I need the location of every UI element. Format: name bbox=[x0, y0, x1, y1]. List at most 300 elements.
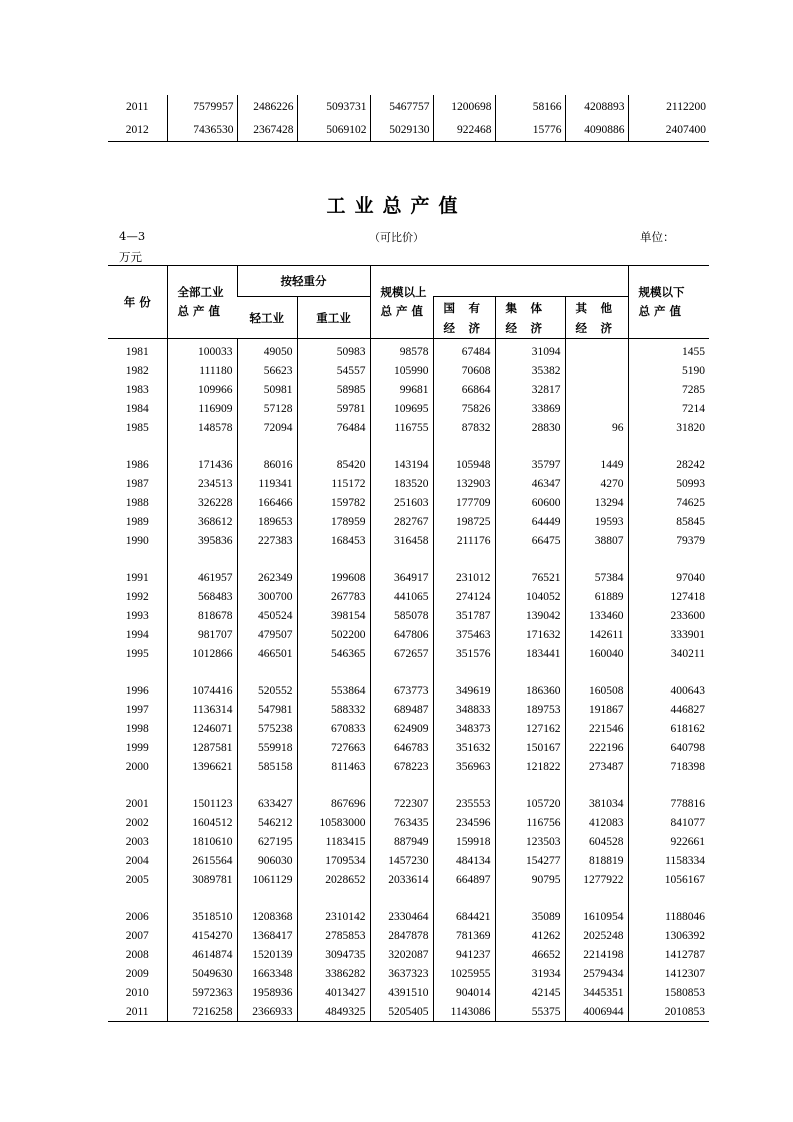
value-cell: 267783 bbox=[297, 587, 370, 606]
value-cell: 461957 bbox=[167, 568, 237, 587]
table-row bbox=[108, 945, 709, 964]
value-cell: 4391510 bbox=[370, 983, 433, 1002]
value-cell: 132903 bbox=[433, 474, 495, 493]
value-cell: 689487 bbox=[370, 700, 433, 719]
value-cell: 74625 bbox=[628, 493, 709, 512]
value-cell: 763435 bbox=[370, 813, 433, 832]
value-cell: 1958936 bbox=[237, 983, 297, 1002]
value-cell: 28242 bbox=[628, 455, 709, 474]
value-cell: 66864 bbox=[433, 380, 495, 399]
value-cell: 1810610 bbox=[167, 832, 237, 851]
header-state-economy bbox=[433, 297, 495, 339]
value-cell: 15776 bbox=[495, 118, 565, 142]
value-cell: 262349 bbox=[237, 568, 297, 587]
value-cell: 575238 bbox=[237, 719, 297, 738]
value-cell: 1520139 bbox=[237, 945, 297, 964]
value-cell: 4090886 bbox=[565, 118, 628, 142]
value-cell: 1056167 bbox=[628, 870, 709, 889]
spacer-cell bbox=[297, 889, 370, 907]
value-cell: 57384 bbox=[565, 568, 628, 587]
value-cell: 233600 bbox=[628, 606, 709, 625]
year-cell: 1985 bbox=[125, 421, 149, 434]
value-cell: 119341 bbox=[237, 474, 297, 493]
value-cell: 672657 bbox=[370, 644, 433, 663]
table-row bbox=[108, 625, 709, 644]
spacer-cell bbox=[108, 663, 167, 681]
value-cell: 123503 bbox=[495, 832, 565, 851]
value-cell: 412083 bbox=[565, 813, 628, 832]
header-above-spacer-2 bbox=[495, 266, 565, 297]
value-cell: 189653 bbox=[237, 512, 297, 531]
value-cell: 1183415 bbox=[297, 832, 370, 851]
value-cell: 150167 bbox=[495, 738, 565, 757]
value-cell: 348833 bbox=[433, 700, 495, 719]
value-cell: 7214 bbox=[628, 399, 709, 418]
value-cell: 647806 bbox=[370, 625, 433, 644]
header-collective-line1: 集 体 bbox=[505, 300, 543, 315]
value-cell: 2028652 bbox=[297, 870, 370, 889]
value-cell: 670833 bbox=[297, 719, 370, 738]
header-above-line2: 总 产 值 bbox=[380, 304, 424, 318]
value-cell: 4154270 bbox=[167, 926, 237, 945]
value-cell: 646783 bbox=[370, 738, 433, 757]
spacer-cell bbox=[167, 776, 237, 794]
year-cell: 2006 bbox=[125, 910, 149, 923]
spacer-cell bbox=[297, 437, 370, 455]
value-cell: 70608 bbox=[433, 361, 495, 380]
value-cell: 5972363 bbox=[167, 983, 237, 1002]
spacer-cell bbox=[433, 437, 495, 455]
value-cell: 2367428 bbox=[237, 118, 297, 142]
value-cell: 340211 bbox=[628, 644, 709, 663]
value-cell: 502200 bbox=[297, 625, 370, 644]
header-below-line2: 总 产 值 bbox=[638, 304, 682, 318]
spacer-cell bbox=[565, 437, 628, 455]
value-cell: 199608 bbox=[297, 568, 370, 587]
spacer-cell bbox=[495, 663, 565, 681]
spacer-cell bbox=[370, 437, 433, 455]
value-cell: 234513 bbox=[167, 474, 237, 493]
value-cell: 105948 bbox=[433, 455, 495, 474]
header-total-line1: 全部工业 bbox=[177, 285, 224, 299]
value-cell: 104052 bbox=[495, 587, 565, 606]
spacer-cell bbox=[433, 550, 495, 568]
header-year: 年 份 bbox=[108, 266, 167, 339]
year-cell: 2001 bbox=[125, 797, 149, 810]
table-row bbox=[108, 681, 709, 700]
value-cell: 398154 bbox=[297, 606, 370, 625]
value-cell: 381034 bbox=[565, 794, 628, 813]
continuation-table-body bbox=[108, 95, 709, 142]
value-cell: 479507 bbox=[237, 625, 297, 644]
value-cell: 90795 bbox=[495, 870, 565, 889]
value-cell: 76484 bbox=[297, 418, 370, 437]
group-spacer bbox=[108, 663, 709, 681]
year-cell: 1994 bbox=[125, 628, 149, 641]
year-cell: 1996 bbox=[125, 684, 149, 697]
value-cell: 4614874 bbox=[167, 945, 237, 964]
value-cell: 76521 bbox=[495, 568, 565, 587]
value-cell: 624909 bbox=[370, 719, 433, 738]
table-header bbox=[108, 266, 709, 339]
value-cell: 32817 bbox=[495, 380, 565, 399]
spacer-cell bbox=[433, 663, 495, 681]
spacer-cell bbox=[108, 776, 167, 794]
value-cell: 7285 bbox=[628, 380, 709, 399]
value-cell: 5467757 bbox=[370, 95, 433, 118]
value-cell: 3094735 bbox=[297, 945, 370, 964]
spacer-cell bbox=[370, 776, 433, 794]
value-cell: 50993 bbox=[628, 474, 709, 493]
value-cell: 633427 bbox=[237, 794, 297, 813]
value-cell: 100033 bbox=[167, 339, 237, 362]
industrial-output-table bbox=[108, 265, 709, 1022]
value-cell: 981707 bbox=[167, 625, 237, 644]
value-cell: 231012 bbox=[433, 568, 495, 587]
value-cell: 1610954 bbox=[565, 907, 628, 926]
value-cell: 1287581 bbox=[167, 738, 237, 757]
value-cell: 35797 bbox=[495, 455, 565, 474]
value-cell: 3089781 bbox=[167, 870, 237, 889]
year-cell: 1998 bbox=[125, 722, 149, 735]
value-cell: 867696 bbox=[297, 794, 370, 813]
value-cell: 3445351 bbox=[565, 983, 628, 1002]
year-cell: 2002 bbox=[125, 816, 149, 829]
value-cell: 887949 bbox=[370, 832, 433, 851]
value-cell: 375463 bbox=[433, 625, 495, 644]
value-cell: 97040 bbox=[628, 568, 709, 587]
year-cell: 1995 bbox=[125, 647, 149, 660]
value-cell: 28830 bbox=[495, 418, 565, 437]
value-cell: 50983 bbox=[297, 339, 370, 362]
value-cell: 1457230 bbox=[370, 851, 433, 870]
value-cell: 2033614 bbox=[370, 870, 433, 889]
spacer-cell bbox=[495, 550, 565, 568]
value-cell: 31934 bbox=[495, 964, 565, 983]
value-cell: 627195 bbox=[237, 832, 297, 851]
spacer-cell bbox=[433, 776, 495, 794]
spacer-cell bbox=[628, 889, 709, 907]
value-cell: 171632 bbox=[495, 625, 565, 644]
value-cell: 142611 bbox=[565, 625, 628, 644]
year-cell: 2005 bbox=[125, 873, 149, 886]
value-cell: 906030 bbox=[237, 851, 297, 870]
header-collective-economy bbox=[495, 297, 565, 339]
value-cell: 316458 bbox=[370, 531, 433, 550]
value-cell: 75826 bbox=[433, 399, 495, 418]
value-cell: 111180 bbox=[167, 361, 237, 380]
value-cell: 222196 bbox=[565, 738, 628, 757]
value-cell: 441065 bbox=[370, 587, 433, 606]
header-state-line2: 经 济 bbox=[443, 320, 481, 335]
value-cell: 2615564 bbox=[167, 851, 237, 870]
year-cell: 1984 bbox=[125, 402, 149, 415]
value-cell: 41262 bbox=[495, 926, 565, 945]
value-cell: 333901 bbox=[628, 625, 709, 644]
value-cell: 604528 bbox=[565, 832, 628, 851]
year-cell: 1988 bbox=[125, 496, 149, 509]
value-cell: 1449 bbox=[565, 455, 628, 474]
value-cell: 450524 bbox=[237, 606, 297, 625]
value-cell: 5049630 bbox=[167, 964, 237, 983]
value-cell: 49050 bbox=[237, 339, 297, 362]
table-row bbox=[108, 606, 709, 625]
value-cell: 109966 bbox=[167, 380, 237, 399]
table-row bbox=[108, 738, 709, 757]
table-row bbox=[108, 870, 709, 889]
spacer-cell bbox=[297, 550, 370, 568]
value-cell: 1306392 bbox=[628, 926, 709, 945]
value-cell: 4013427 bbox=[297, 983, 370, 1002]
table-body bbox=[108, 339, 709, 1022]
value-cell: 109695 bbox=[370, 399, 433, 418]
value-cell: 191867 bbox=[565, 700, 628, 719]
value-cell: 13294 bbox=[565, 493, 628, 512]
value-cell: 186360 bbox=[495, 681, 565, 700]
group-spacer bbox=[108, 889, 709, 907]
value-cell: 1136314 bbox=[167, 700, 237, 719]
value-cell: 116756 bbox=[495, 813, 565, 832]
value-cell: 99681 bbox=[370, 380, 433, 399]
spacer-cell bbox=[167, 663, 237, 681]
value-cell: 98578 bbox=[370, 339, 433, 362]
value-cell: 684421 bbox=[433, 907, 495, 926]
header-below-line1: 规模以下 bbox=[638, 285, 685, 299]
value-cell: 46652 bbox=[495, 945, 565, 964]
value-cell: 922661 bbox=[628, 832, 709, 851]
value-cell: 143194 bbox=[370, 455, 433, 474]
value-cell: 121822 bbox=[495, 757, 565, 776]
value-cell: 3518510 bbox=[167, 907, 237, 926]
spacer-cell bbox=[167, 889, 237, 907]
header-above-spacer-3 bbox=[565, 266, 628, 297]
value-cell: 1604512 bbox=[167, 813, 237, 832]
value-cell: 96 bbox=[565, 418, 628, 437]
value-cell: 1396621 bbox=[167, 757, 237, 776]
value-cell: 727663 bbox=[297, 738, 370, 757]
spacer-cell bbox=[237, 776, 297, 794]
header-light-industry: 轻工业 bbox=[237, 297, 297, 339]
value-cell: 227383 bbox=[237, 531, 297, 550]
group-spacer bbox=[108, 550, 709, 568]
value-cell: 1200698 bbox=[433, 95, 495, 118]
value-cell: 115172 bbox=[297, 474, 370, 493]
year-cell: 2004 bbox=[125, 854, 149, 867]
spacer-cell bbox=[628, 663, 709, 681]
spacer-cell bbox=[370, 550, 433, 568]
year-cell: 2000 bbox=[125, 760, 149, 773]
spacer-cell bbox=[167, 437, 237, 455]
value-cell: 7216258 bbox=[167, 1002, 237, 1022]
value-cell: 559918 bbox=[237, 738, 297, 757]
spacer-cell bbox=[628, 437, 709, 455]
value-cell: 300700 bbox=[237, 587, 297, 606]
value-cell: 640798 bbox=[628, 738, 709, 757]
value-cell: 395836 bbox=[167, 531, 237, 550]
value-cell: 1074416 bbox=[167, 681, 237, 700]
value-cell: 59781 bbox=[297, 399, 370, 418]
table-row bbox=[108, 832, 709, 851]
value-cell: 941237 bbox=[433, 945, 495, 964]
year-cell: 1993 bbox=[125, 609, 149, 622]
value-cell: 19593 bbox=[565, 512, 628, 531]
value-cell: 87832 bbox=[433, 418, 495, 437]
value-cell: 154277 bbox=[495, 851, 565, 870]
value-cell: 351632 bbox=[433, 738, 495, 757]
table-row bbox=[108, 983, 709, 1002]
value-cell bbox=[565, 380, 628, 399]
spacer-cell bbox=[297, 776, 370, 794]
value-cell: 221546 bbox=[565, 719, 628, 738]
value-cell: 178959 bbox=[297, 512, 370, 531]
value-cell: 148578 bbox=[167, 418, 237, 437]
value-cell: 351787 bbox=[433, 606, 495, 625]
year-cell: 2008 bbox=[125, 948, 149, 961]
year-cell: 2003 bbox=[125, 835, 149, 848]
value-cell: 922468 bbox=[433, 118, 495, 142]
value-cell: 3386282 bbox=[297, 964, 370, 983]
value-cell bbox=[565, 339, 628, 362]
year-cell: 2011 bbox=[125, 100, 149, 113]
value-cell: 1277922 bbox=[565, 870, 628, 889]
value-cell: 1061129 bbox=[237, 870, 297, 889]
value-cell: 35382 bbox=[495, 361, 565, 380]
value-cell: 520552 bbox=[237, 681, 297, 700]
value-cell: 778816 bbox=[628, 794, 709, 813]
value-cell: 274124 bbox=[433, 587, 495, 606]
value-cell: 1501123 bbox=[167, 794, 237, 813]
year-cell: 1982 bbox=[125, 364, 149, 377]
continuation-table bbox=[108, 95, 709, 142]
header-other-economy bbox=[565, 297, 628, 339]
value-cell: 31820 bbox=[628, 418, 709, 437]
value-cell: 585158 bbox=[237, 757, 297, 776]
value-cell: 585078 bbox=[370, 606, 433, 625]
value-cell: 171436 bbox=[167, 455, 237, 474]
value-cell: 1246071 bbox=[167, 719, 237, 738]
spacer-cell bbox=[433, 889, 495, 907]
table-row bbox=[108, 568, 709, 587]
value-cell: 4006944 bbox=[565, 1002, 628, 1022]
value-cell: 31094 bbox=[495, 339, 565, 362]
year-cell: 1986 bbox=[125, 458, 149, 471]
spacer-cell bbox=[237, 550, 297, 568]
value-cell: 105990 bbox=[370, 361, 433, 380]
table-row bbox=[108, 907, 709, 926]
value-cell: 198725 bbox=[433, 512, 495, 531]
value-cell: 5093731 bbox=[297, 95, 370, 118]
value-cell: 133460 bbox=[565, 606, 628, 625]
value-cell: 57128 bbox=[237, 399, 297, 418]
value-cell: 1188046 bbox=[628, 907, 709, 926]
value-cell: 33869 bbox=[495, 399, 565, 418]
value-cell: 42145 bbox=[495, 983, 565, 1002]
table-row bbox=[108, 95, 709, 118]
value-cell: 484134 bbox=[433, 851, 495, 870]
value-cell: 116755 bbox=[370, 418, 433, 437]
value-cell: 466501 bbox=[237, 644, 297, 663]
value-cell: 2330464 bbox=[370, 907, 433, 926]
value-cell bbox=[565, 361, 628, 380]
value-cell: 546212 bbox=[237, 813, 297, 832]
value-cell: 1025955 bbox=[433, 964, 495, 983]
value-cell: 326228 bbox=[167, 493, 237, 512]
table-row bbox=[108, 455, 709, 474]
spacer-cell bbox=[565, 889, 628, 907]
value-cell: 1012866 bbox=[167, 644, 237, 663]
year-cell: 2009 bbox=[125, 967, 149, 980]
value-cell: 368612 bbox=[167, 512, 237, 531]
value-cell: 664897 bbox=[433, 870, 495, 889]
value-cell: 553864 bbox=[297, 681, 370, 700]
table-row bbox=[108, 531, 709, 550]
table-row bbox=[108, 644, 709, 663]
value-cell: 64449 bbox=[495, 512, 565, 531]
value-cell: 2010853 bbox=[628, 1002, 709, 1022]
header-other-line1: 其 他 bbox=[575, 300, 613, 315]
value-cell: 4849325 bbox=[297, 1002, 370, 1022]
header-heavy-industry: 重工业 bbox=[297, 297, 370, 339]
value-cell: 58166 bbox=[495, 95, 565, 118]
price-basis-note: （可比价） bbox=[369, 231, 424, 244]
value-cell: 618162 bbox=[628, 719, 709, 738]
value-cell: 5190 bbox=[628, 361, 709, 380]
spacer-cell bbox=[495, 437, 565, 455]
spacer-cell bbox=[370, 889, 433, 907]
value-cell: 673773 bbox=[370, 681, 433, 700]
table-row bbox=[108, 512, 709, 531]
year-cell: 2012 bbox=[108, 118, 167, 142]
value-cell: 904014 bbox=[433, 983, 495, 1002]
year-cell: 1989 bbox=[125, 515, 149, 528]
value-cell: 251603 bbox=[370, 493, 433, 512]
value-cell: 160040 bbox=[565, 644, 628, 663]
value-cell: 61889 bbox=[565, 587, 628, 606]
unit-label: 单位： bbox=[640, 230, 675, 244]
value-cell: 547981 bbox=[237, 700, 297, 719]
value-cell: 235553 bbox=[433, 794, 495, 813]
value-cell: 211176 bbox=[433, 531, 495, 550]
value-cell: 72094 bbox=[237, 418, 297, 437]
value-cell: 364917 bbox=[370, 568, 433, 587]
table-row bbox=[108, 719, 709, 738]
table-row bbox=[108, 399, 709, 418]
spacer-cell bbox=[297, 663, 370, 681]
value-cell: 4208893 bbox=[565, 95, 628, 118]
value-cell: 811463 bbox=[297, 757, 370, 776]
table-row bbox=[108, 587, 709, 606]
table-row bbox=[108, 474, 709, 493]
value-cell: 38807 bbox=[565, 531, 628, 550]
value-cell: 282767 bbox=[370, 512, 433, 531]
value-cell: 4270 bbox=[565, 474, 628, 493]
spacer-cell bbox=[495, 776, 565, 794]
value-cell: 127418 bbox=[628, 587, 709, 606]
value-cell: 351576 bbox=[433, 644, 495, 663]
header-total-line2: 总 产 值 bbox=[177, 304, 221, 318]
header-below-scale bbox=[628, 266, 709, 339]
value-cell: 189753 bbox=[495, 700, 565, 719]
value-cell: 116909 bbox=[167, 399, 237, 418]
value-cell: 177709 bbox=[433, 493, 495, 512]
table-row bbox=[108, 118, 709, 142]
value-cell: 139042 bbox=[495, 606, 565, 625]
year-cell: 1991 bbox=[125, 571, 149, 584]
value-cell: 5029130 bbox=[370, 118, 433, 142]
value-cell: 160508 bbox=[565, 681, 628, 700]
header-above-spacer-1 bbox=[433, 266, 495, 297]
value-cell: 7436530 bbox=[167, 118, 237, 142]
